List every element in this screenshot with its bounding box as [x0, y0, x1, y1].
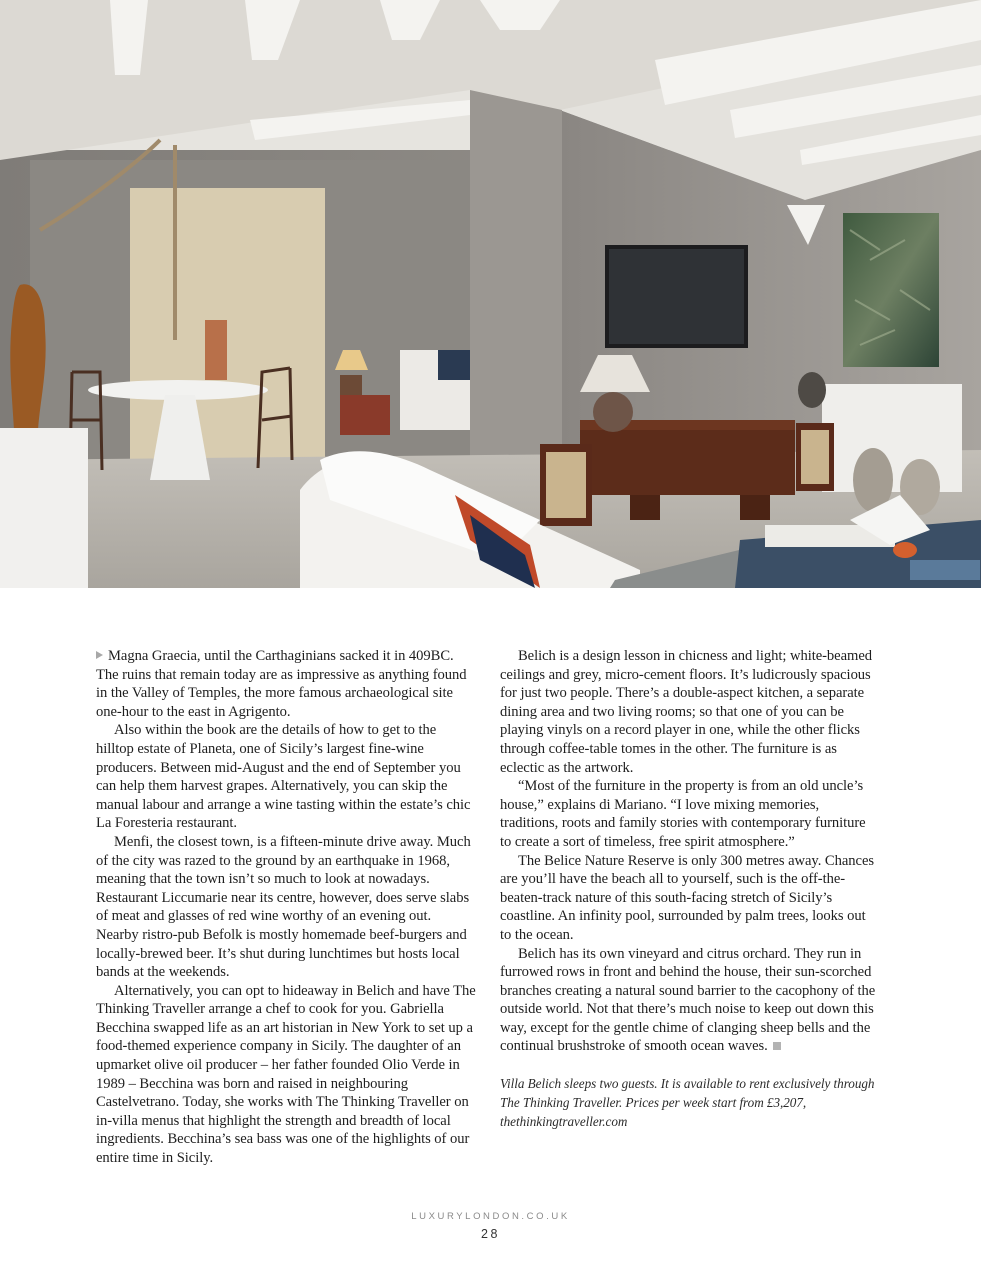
paragraph-text: Belich has its own vineyard and citrus orchard. They run in furrowed rows in front and behind the house, their sun-scorched branches creating a natural sound barrier to the cacophony of the outside world. Not that there’s much noise to keep out down this way, except for the gentle chime of clanging sheep bells and the continual brushstroke of smooth ocean waves.	[500, 945, 876, 1055]
article-paragraph: Also within the book are the details of how to get to the hilltop estate of Planeta, one of Sicily’s largest fine-wine producers. Between mid-August and the end of September you can help them harvest grapes. Alternatively, you can skip the manual labour and arrange a wine tasting within the estate’s chic La Foresteria restaurant.	[96, 722, 471, 832]
article-column-left	[96, 647, 476, 1168]
end-mark-icon	[773, 1042, 781, 1050]
paragraph-text: Magna Graecia, until the Carthaginians sacked it in 409BC. The ruins that remain today are as impressive as anything found in the Valley of Temples, the more famous archaeological site one-hour to the east in Agrigento.	[96, 648, 467, 720]
booking-credit: Villa Belich sleeps two guests. It is available to rent exclusively through The Thinking Traveller. Prices per week start from £3,207, thethinkingtraveller.com	[500, 1076, 875, 1130]
interior-photo	[0, 0, 981, 588]
page-number: 28	[481, 1227, 500, 1241]
article-paragraph: Alternatively, you can opt to hideaway in Belich and have The Thinking Traveller arrange a chef to cook for you. Gabriella Becchina swapped life as an art historian in New York to set up a food-themed experience company in Sicily. The daughter of an upmarket olive oil producer – her father founded Olio Verde in 1989 – Becchina was born and raised in neighbouring Castelvetrano. Today, she works with The Thinking Traveller on in-villa menus that highlight the strength and breadth of local ingredients. Becchina’s sea bass was one of the highlights of our entire time in Sicily.	[96, 982, 476, 1167]
article-paragraph: Belich is a design lesson in chicness and light; white-beamed ceilings and grey, micro-cement floors. It’s ludicrously spacious for just two people. There’s a double-aspect kitchen, a separate dining area and two living rooms; so that one of you can be playing vinyls on a record player in one, while the other flicks through coffee-table tomes in the other. The furniture is as eclectic as the artwork.	[500, 648, 873, 776]
article-paragraph: Menfi, the closest town, is a fifteen-minute drive away. Much of the city was razed to the ground by an earthquake in 1968, meaning that the town isn’t so much to look at nowadays. Restaurant Liccumarie near its centre, however, does serve slabs of meat and glasses of red wine worthy of an evening out. Nearby ristro-pub Befolk is mostly homemade beef-burgers and locally-brewed beer. It’s shut during lunchtimes but hosts local bands at the weekends.	[96, 833, 471, 981]
article-paragraph: “Most of the furniture in the property is from an old uncle’s house,” explains di Mariano. “I love mixing memories, traditions, roots and family stories with contemporary furniture to create a sort of timeless, free spirit atmosphere.”	[500, 778, 866, 850]
continued-arrow-icon	[96, 651, 103, 659]
footer-website: LUXURYLONDON.CO.UK	[411, 1211, 570, 1222]
article-paragraph	[96, 647, 476, 721]
article-column-right	[500, 647, 880, 1131]
article-paragraph: The Belice Nature Reserve is only 300 metres away. Chances are you’ll have the beach all to yourself, such is the off-the-beaten-track nature of this south-facing stretch of Sicily’s coastline. An infinity pool, surrounded by palm trees, looks out to the ocean.	[500, 852, 875, 943]
article-paragraph	[500, 945, 880, 1057]
